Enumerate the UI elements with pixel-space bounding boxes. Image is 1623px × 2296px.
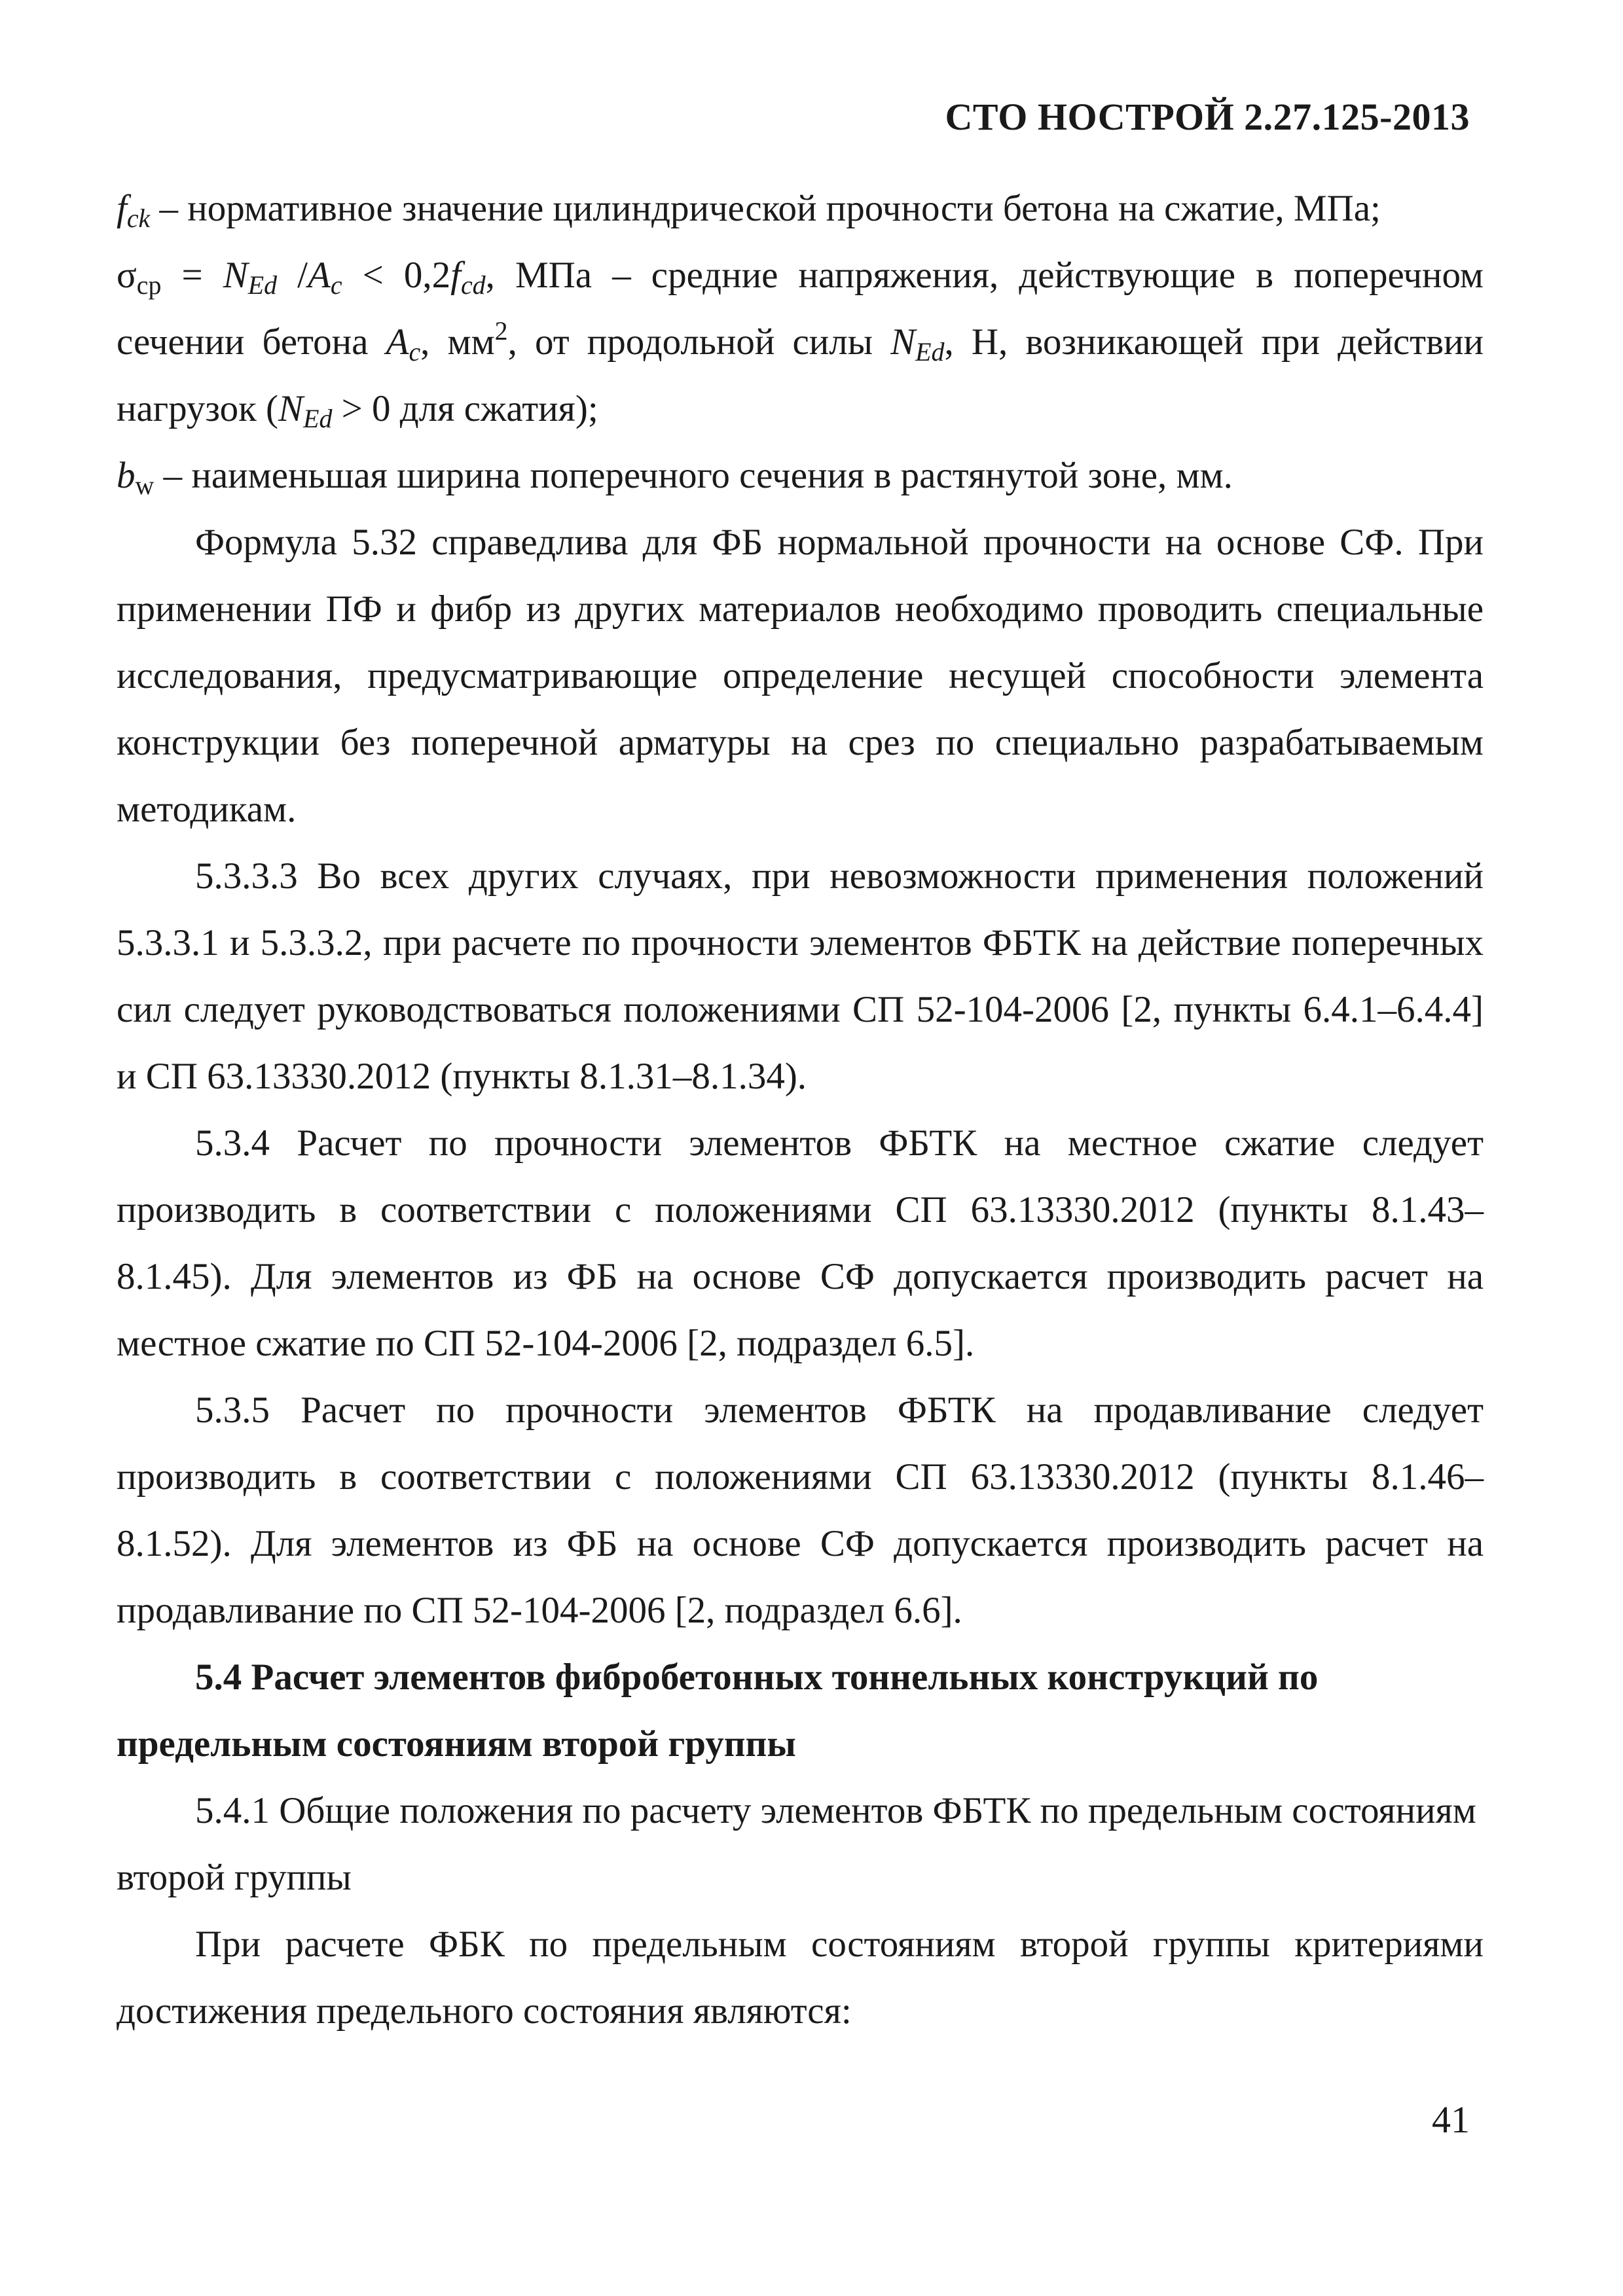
symbol-b-subscript: w — [135, 470, 155, 500]
paragraph-5-3-4: 5.3.4 Расчет по прочности элементов ФБТК на местное сжатие следует производить в соответствии с положениями СП 63.13330.2012 (пункты 8.1.43–8.1.45). Для элементов из ФБ на основе СФ допускается производить расчет на местное сжатие по СП 52-104-2006 [2, подраздел 6.5]. — [117, 1122, 1484, 1364]
page-number: 41 — [1432, 2098, 1470, 2141]
document-header: СТО НОСТРОЙ 2.27.125-2013 — [945, 96, 1470, 138]
paragraph-5-4-1: 5.4.1 Общие положения по расчету элементов ФБТК по предельным состояниям второй группы — [117, 1790, 1476, 1898]
symbol-f-subscript: ck — [126, 203, 151, 233]
definition-bw — [117, 442, 1484, 509]
symbol-fcd-subscript: cd — [460, 270, 486, 300]
symbol-n-subscript: Ed — [247, 270, 278, 300]
definition-text: – наименьшая ширина поперечного сечения в растянутой зоне, мм. — [154, 455, 1233, 496]
symbol-sigma-subscript: ср — [136, 270, 162, 300]
definition-text: , Н, возникающей при действии нагрузок ( — [117, 321, 1484, 429]
symbol-f: f — [117, 188, 127, 229]
symbol-n2-subscript: Ed — [915, 336, 945, 367]
symbol-sigma: σ — [117, 255, 137, 296]
symbol-a-subscript: c — [330, 270, 342, 300]
definition-fck — [117, 175, 1484, 242]
symbol-n3-subscript: Ed — [303, 403, 333, 433]
symbol-n: N — [223, 255, 248, 296]
less-than: < 0,2 — [342, 255, 451, 296]
symbol-a2-subscript: c — [409, 336, 421, 367]
symbol-a2: A — [386, 321, 409, 363]
symbol-n3: N — [278, 388, 304, 429]
paragraph-criteria: При расчете ФБК по предельным состояниям второй группы критериями достижения предельного состояния являются: — [117, 1924, 1484, 2032]
definition-text: > 0 для сжатия); — [332, 388, 598, 429]
definition-sigma — [117, 242, 1484, 442]
document-body — [117, 175, 1484, 2045]
definition-text: – нормативное значение цилиндрической прочности бетона на сжатие, МПа; — [150, 188, 1381, 229]
symbol-a: A — [308, 255, 331, 296]
symbol-b: b — [117, 455, 136, 496]
definition-text: , мм — [420, 321, 495, 363]
definition-text: , МПа – средние напряжения, действующие в поперечном сечении бетона — [117, 255, 1484, 363]
paragraph-formula-5-32: Формула 5.32 справедлива для ФБ нормальной прочности на основе СФ. При применении ПФ и фибр из других материалов необходимо проводить специальные исследования, предусматривающие определение несущей способности элемента конструкции без поперечной арматуры на срез по специально разрабатываемым методикам. — [117, 522, 1484, 830]
equals-sign: = — [161, 255, 223, 296]
slash: / — [277, 255, 308, 296]
paragraph-5-3-5: 5.3.5 Расчет по прочности элементов ФБТК на продавливание следует производить в соответствии с положениями СП 63.13330.2012 (пункты 8.1.46–8.1.52). Для элементов из ФБ на основе СФ допускается производить расчет на продавливание по СП 52-104-2006 [2, подраздел 6.6]. — [117, 1390, 1484, 1631]
superscript-2: 2 — [494, 316, 508, 346]
symbol-n2: N — [890, 321, 916, 363]
symbol-fcd: f — [450, 255, 461, 296]
section-heading-5-4: 5.4 Расчет элементов фибробетонных тоннельных конструкций по предельным состояниям второй группы — [117, 1657, 1319, 1765]
paragraph-5-3-3-3: 5.3.3.3 Во всех других случаях, при невозможности применения положений 5.3.3.1 и 5.3.3.2, при расчете по прочности элементов ФБТК на действие поперечных сил следует руководствоваться положениями СП 52-104-2006 [2, пункты 6.4.1–6.4.4] и СП 63.13330.2012 (пункты 8.1.31–8.1.34). — [117, 855, 1484, 1097]
definition-text: , от продольной силы — [507, 321, 891, 363]
